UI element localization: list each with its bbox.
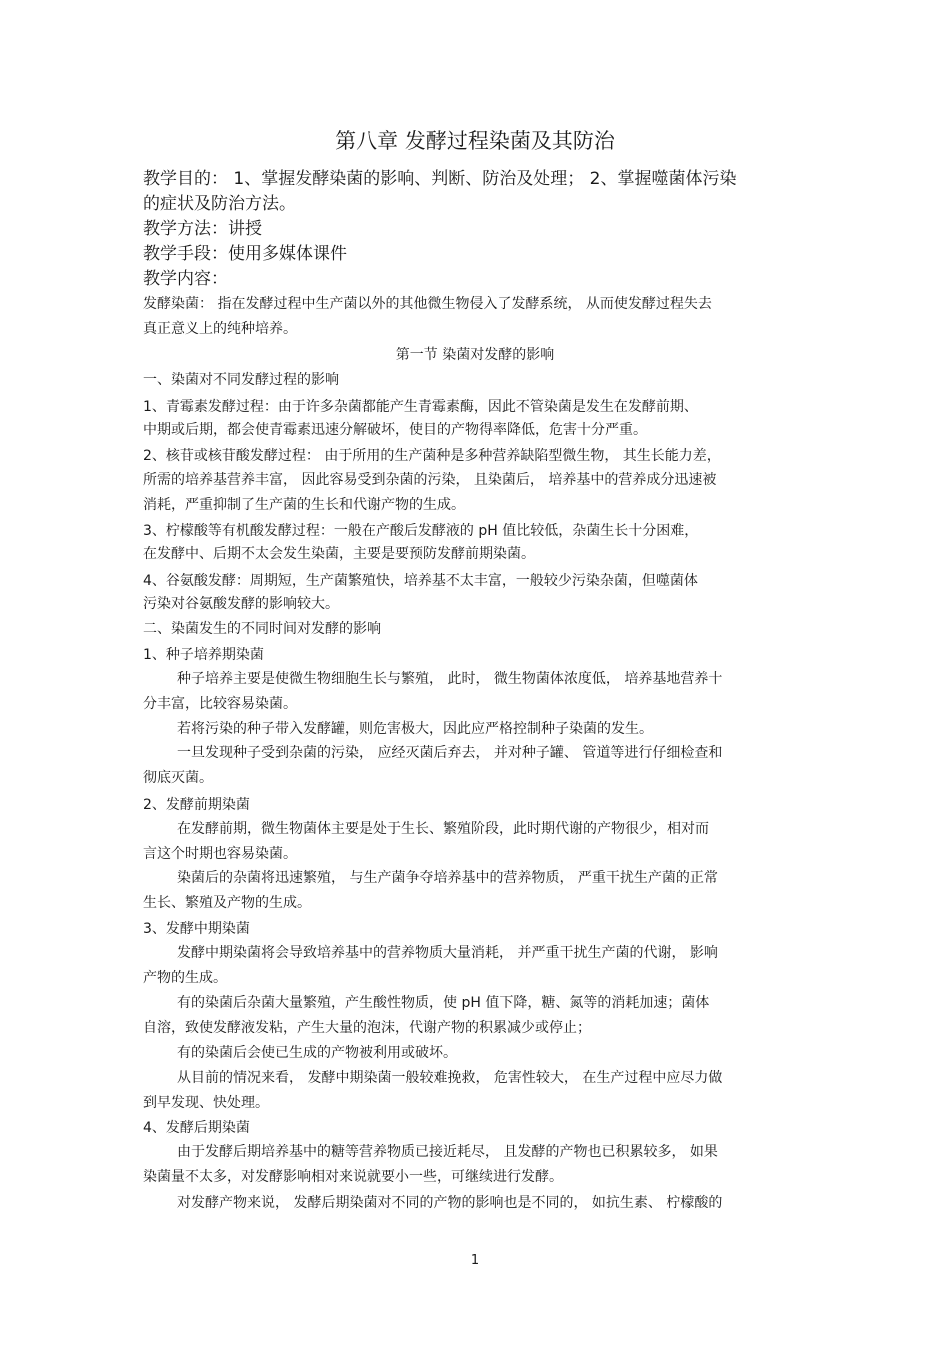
s1-p3-line-2: 彻底灭菌。 [143,770,213,786]
teaching-method: 教学方法：讲授 [143,219,262,239]
s1-p1-line-2: 分丰富，比较容易染菌。 [143,696,297,712]
item3-line-1: 3、柠檬酸等有机酸发酵过程：一般在产酸后发酵液的 pH 值比较低，杂菌生长十分困难， [143,523,699,539]
s1-heading: 1、种子培养期染菌 [143,647,264,663]
definition-line-2: 真正意义上的纯种培养。 [143,321,297,337]
item1-line-2: 中期或后期，都会使青霉素迅速分解破坏，使目的产物得率降低，危害十分严重。 [143,422,647,438]
item4-line-1: 4、谷氨酸发酵：周期短，生产菌繁殖快，培养基不太丰富，一般较少污染杂菌，但噬菌体 [143,573,698,589]
item2-line-3: 消耗，严重抑制了生产菌的生长和代谢产物的生成。 [143,497,465,513]
s4-heading: 4、发酵后期染菌 [143,1120,250,1136]
s2-p1-line-2: 言这个时期也容易染菌。 [143,846,297,862]
s1-p1-line-1: 种子培养主要是使微生物细胞生长与繁殖， 此时， 微生物菌体浓度低， 培养基地营养十 [177,671,723,687]
teaching-objective-line-2: 的症状及防治方法。 [143,194,296,214]
teaching-content-label: 教学内容： [143,269,228,289]
s3-p4-line-2: 到早发现、快处理。 [143,1095,269,1111]
s2-p1-line-1: 在发酵前期，微生物菌体主要是处于生长、繁殖阶段，此时期代谢的产物很少，相对而 [177,821,709,837]
s3-p2-line-1: 有的染菌后杂菌大量繁殖，产生酸性物质，使 pH 值下降，糖、氮等的消耗加速；菌体 [177,995,710,1011]
s4-p2: 对发酵产物来说， 发酵后期染菌对不同的产物的影响也是不同的， 如抗生素、 柠檬酸的 [177,1195,723,1211]
teaching-objective-line-1: 教学目的： 1、掌握发酵染菌的影响、判断、防治及处理； 2、掌握噬菌体污染 [143,169,737,189]
s4-p1-line-2: 染菌量不太多，对发酵影响相对来说就要小一些，可继续进行发酵。 [143,1169,563,1185]
item3-line-2: 在发酵中、后期不太会发生染菌，主要是要预防发酵前期染菌。 [143,546,535,562]
definition-line-1: 发酵染菌： 指在发酵过程中生产菌以外的其他微生物侵入了发酵系统， 从而使发酵过程失去 [143,296,712,312]
teaching-means: 教学手段：使用多媒体课件 [143,244,347,264]
s4-p1-line-1: 由于发酵后期培养基中的糖等营养物质已接近耗尽， 且发酵的产物也已积累较多， 如果 [177,1144,718,1160]
s3-heading: 3、发酵中期染菌 [143,921,250,937]
part2-heading: 二、染菌发生的不同时间对发酵的影响 [143,621,381,637]
item4-line-2: 污染对谷氨酸发酵的影响较大。 [143,596,339,612]
s2-heading: 2、发酵前期染菌 [143,797,250,813]
s2-p2-line-1: 染菌后的杂菌将迅速繁殖， 与生产菌争夺培养基中的营养物质， 严重干扰生产菌的正常 [177,870,718,886]
s1-p2: 若将污染的种子带入发酵罐，则危害极大，因此应严格控制种子染菌的发生。 [177,721,653,737]
part1-heading: 一、染菌对不同发酵过程的影响 [143,372,339,388]
page-title: 第八章 发酵过程染菌及其防治 [335,129,615,153]
page-number: 1 [470,1253,480,1268]
s3-p4-line-1: 从目前的情况来看， 发酵中期染菌一般较难挽救， 危害性较大， 在生产过程中应尽力做 [177,1070,723,1086]
s2-p2-line-2: 生长、繁殖及产物的生成。 [143,895,311,911]
item2-line-2: 所需的培养基营养丰富， 因此容易受到杂菌的污染， 且染菌后， 培养基中的营养成分迅速被 [143,472,717,488]
s3-p2-line-2: 自溶，致使发酵液发粘，产生大量的泡沫，代谢产物的积累减少或停止； [143,1020,591,1036]
item1-line-1: 1、青霉素发酵过程：由于许多杂菌都能产生青霉素酶，因此不管染菌是发生在发酵前期、 [143,399,698,415]
section-title: 第一节 染菌对发酵的影响 [395,347,555,363]
s1-p3-line-1: 一旦发现种子受到杂菌的污染， 应经灭菌后弃去， 并对种子罐、 管道等进行仔细检查和 [177,745,723,761]
s3-p3: 有的染菌后会使已生成的产物被利用或破坏。 [177,1045,457,1061]
s3-p1-line-1: 发酵中期染菌将会导致培养基中的营养物质大量消耗， 并严重干扰生产菌的代谢， 影响 [177,945,718,961]
item2-line-1: 2、核苷或核苷酸发酵过程： 由于所用的生产菌种是多种营养缺陷型微生物， 其生长能力差， [143,448,721,464]
s3-p1-line-2: 产物的生成。 [143,970,227,986]
